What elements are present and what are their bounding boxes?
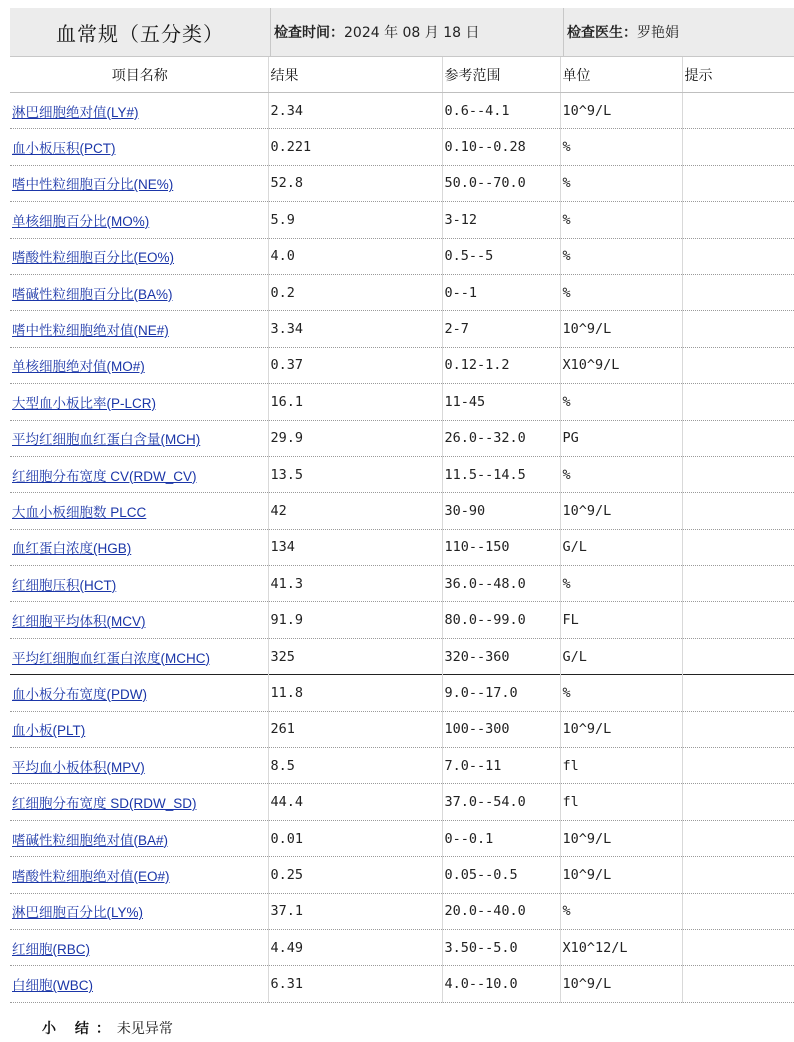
item-hint-cell [682, 274, 794, 310]
item-name-link[interactable]: 嗜酸性粒细胞绝对值(EO#) [12, 868, 170, 884]
item-unit-cell: % [560, 165, 682, 201]
item-name-cell [10, 929, 268, 965]
table-row [10, 675, 794, 711]
results-table [10, 57, 794, 1003]
exam-doctor-label: 检查医生： [567, 25, 637, 41]
item-name-link[interactable]: 红细胞平均体积(MCV) [12, 614, 146, 630]
table-row [10, 566, 794, 602]
item-name-cell [10, 93, 268, 129]
item-name-cell [10, 529, 268, 565]
item-range-cell: 3-12 [442, 202, 560, 238]
item-unit-cell: % [560, 274, 682, 310]
item-range-cell: 80.0--99.0 [442, 602, 560, 638]
item-name-cell [10, 420, 268, 456]
table-row [10, 711, 794, 747]
item-result-cell: 0.37 [268, 347, 442, 383]
item-name-cell [10, 966, 268, 1002]
item-unit-cell: % [560, 384, 682, 420]
item-unit-cell: % [560, 893, 682, 929]
table-row [10, 493, 794, 529]
item-hint-cell [682, 347, 794, 383]
item-name-link[interactable]: 红细胞压积(HCT) [12, 577, 117, 593]
item-range-cell: 0.6--4.1 [442, 93, 560, 129]
item-range-cell: 2-7 [442, 311, 560, 347]
item-unit-cell: % [560, 129, 682, 165]
item-name-link[interactable]: 嗜酸性粒细胞百分比(EO%) [12, 250, 174, 266]
table-row [10, 893, 794, 929]
item-name-cell [10, 711, 268, 747]
item-result-cell: 3.34 [268, 311, 442, 347]
item-result-cell: 325 [268, 638, 442, 674]
item-result-cell: 0.01 [268, 820, 442, 856]
table-header-row [10, 57, 794, 93]
column-header-unit: 单位 [560, 57, 682, 93]
exam-doctor-value: 罗艳娟 [637, 25, 679, 41]
item-unit-cell: 10^9/L [560, 493, 682, 529]
item-hint-cell [682, 929, 794, 965]
item-unit-cell: 10^9/L [560, 820, 682, 856]
column-header-name: 项目名称 [10, 57, 268, 93]
item-range-cell: 7.0--11 [442, 748, 560, 784]
item-unit-cell: % [560, 202, 682, 238]
item-name-link[interactable]: 淋巴细胞百分比(LY%) [12, 905, 144, 921]
item-name-link[interactable]: 红细胞分布宽度 CV(RDW_CV) [12, 468, 197, 484]
item-name-cell [10, 347, 268, 383]
column-header-range: 参考范围 [442, 57, 560, 93]
item-unit-cell: 10^9/L [560, 857, 682, 893]
item-range-cell: 100--300 [442, 711, 560, 747]
item-range-cell: 320--360 [442, 638, 560, 674]
column-header-hint: 提示 [682, 57, 794, 93]
item-range-cell: 20.0--40.0 [442, 893, 560, 929]
item-result-cell: 52.8 [268, 165, 442, 201]
item-result-cell: 8.5 [268, 748, 442, 784]
item-hint-cell [682, 93, 794, 129]
item-result-cell: 134 [268, 529, 442, 565]
item-hint-cell [682, 857, 794, 893]
item-range-cell: 4.0--10.0 [442, 966, 560, 1002]
item-name-link[interactable]: 血小板(PLT) [12, 723, 86, 739]
item-hint-cell [682, 820, 794, 856]
item-unit-cell: X10^9/L [560, 347, 682, 383]
item-result-cell: 0.25 [268, 857, 442, 893]
item-hint-cell [682, 893, 794, 929]
table-row [10, 384, 794, 420]
item-range-cell: 11.5--14.5 [442, 456, 560, 492]
report-title: 血常规（五分类） [56, 21, 224, 46]
table-row [10, 602, 794, 638]
item-unit-cell: FL [560, 602, 682, 638]
table-row [10, 274, 794, 310]
item-unit-cell: 10^9/L [560, 966, 682, 1002]
table-row [10, 129, 794, 165]
report-header [10, 8, 794, 57]
item-result-cell: 4.0 [268, 238, 442, 274]
item-unit-cell: PG [560, 420, 682, 456]
item-hint-cell [682, 566, 794, 602]
item-hint-cell [682, 238, 794, 274]
item-name-cell [10, 493, 268, 529]
item-range-cell: 50.0--70.0 [442, 165, 560, 201]
item-hint-cell [682, 748, 794, 784]
item-range-cell: 37.0--54.0 [442, 784, 560, 820]
table-row [10, 311, 794, 347]
table-row [10, 202, 794, 238]
summary [42, 1018, 173, 1038]
item-range-cell: 0.5--5 [442, 238, 560, 274]
column-header-result: 结果 [268, 57, 442, 93]
item-unit-cell: 10^9/L [560, 711, 682, 747]
item-result-cell: 2.34 [268, 93, 442, 129]
table-row [10, 857, 794, 893]
item-name-link[interactable]: 嗜中性粒细胞百分比(NE%) [12, 177, 174, 193]
item-range-cell: 0.05--0.5 [442, 857, 560, 893]
item-name-link[interactable]: 白细胞(WBC) [12, 978, 93, 994]
item-unit-cell: fl [560, 784, 682, 820]
item-range-cell: 0.12-1.2 [442, 347, 560, 383]
item-range-cell: 36.0--48.0 [442, 566, 560, 602]
item-range-cell: 11-45 [442, 384, 560, 420]
item-result-cell: 42 [268, 493, 442, 529]
item-result-cell: 4.49 [268, 929, 442, 965]
item-name-cell [10, 820, 268, 856]
results-body [10, 93, 794, 1003]
item-result-cell: 37.1 [268, 893, 442, 929]
item-name-link[interactable]: 平均红细胞血红蛋白含量(MCH) [12, 432, 201, 448]
item-name-link[interactable]: 嗜碱性粒细胞百分比(BA%) [12, 286, 173, 302]
item-name-link[interactable]: 嗜中性粒细胞绝对值(NE#) [12, 323, 169, 339]
item-hint-cell [682, 529, 794, 565]
table-row [10, 238, 794, 274]
summary-label: 小 结： [42, 1021, 117, 1037]
item-unit-cell: 10^9/L [560, 311, 682, 347]
summary-text: 未见异常 [116, 1021, 173, 1037]
item-result-cell: 0.221 [268, 129, 442, 165]
item-range-cell: 0--0.1 [442, 820, 560, 856]
item-unit-cell: X10^12/L [560, 929, 682, 965]
exam-time-label: 检查时间： [274, 25, 344, 41]
table-row [10, 420, 794, 456]
item-unit-cell: % [560, 675, 682, 711]
item-range-cell: 0.10--0.28 [442, 129, 560, 165]
item-name-link[interactable]: 平均红细胞血红蛋白浓度(MCHC) [12, 650, 210, 666]
table-row [10, 347, 794, 383]
item-name-link[interactable]: 大血小板细胞数 PLCC [12, 504, 147, 520]
item-name-cell [10, 748, 268, 784]
item-unit-cell: % [560, 566, 682, 602]
item-range-cell: 30-90 [442, 493, 560, 529]
item-name-link[interactable]: 单核细胞绝对值(MO#) [12, 359, 145, 375]
item-hint-cell [682, 129, 794, 165]
item-hint-cell [682, 602, 794, 638]
item-hint-cell [682, 638, 794, 674]
item-name-cell [10, 165, 268, 201]
item-name-cell [10, 129, 268, 165]
item-range-cell: 9.0--17.0 [442, 675, 560, 711]
item-name-cell [10, 638, 268, 674]
item-name-link[interactable]: 单核细胞百分比(MO%) [12, 213, 150, 229]
table-row [10, 784, 794, 820]
item-unit-cell: G/L [560, 529, 682, 565]
item-name-link[interactable]: 平均血小板体积(MPV) [12, 759, 145, 775]
item-name-cell [10, 675, 268, 711]
item-result-cell: 13.5 [268, 456, 442, 492]
item-name-cell [10, 456, 268, 492]
item-hint-cell [682, 493, 794, 529]
item-unit-cell: % [560, 238, 682, 274]
item-name-cell [10, 566, 268, 602]
item-name-cell [10, 238, 268, 274]
item-result-cell: 6.31 [268, 966, 442, 1002]
item-result-cell: 261 [268, 711, 442, 747]
exam-time [270, 8, 563, 56]
item-hint-cell [682, 784, 794, 820]
table-row [10, 456, 794, 492]
item-unit-cell: % [560, 456, 682, 492]
table-row [10, 529, 794, 565]
item-unit-cell: G/L [560, 638, 682, 674]
item-name-cell [10, 384, 268, 420]
item-name-cell [10, 202, 268, 238]
item-result-cell: 0.2 [268, 274, 442, 310]
table-row [10, 820, 794, 856]
item-name-link[interactable]: 大型血小板比率(P-LCR) [12, 395, 156, 411]
item-range-cell: 110--150 [442, 529, 560, 565]
item-result-cell: 29.9 [268, 420, 442, 456]
exam-time-value: 2024 年 08 月 18 日 [344, 25, 480, 41]
item-hint-cell [682, 311, 794, 347]
item-hint-cell [682, 456, 794, 492]
table-row [10, 93, 794, 129]
item-result-cell: 91.9 [268, 602, 442, 638]
item-name-cell [10, 857, 268, 893]
item-name-cell [10, 893, 268, 929]
item-name-cell [10, 602, 268, 638]
item-unit-cell: fl [560, 748, 682, 784]
item-name-link[interactable]: 血小板压积(PCT) [12, 141, 116, 157]
item-result-cell: 16.1 [268, 384, 442, 420]
item-name-link[interactable]: 淋巴细胞绝对值(LY#) [12, 104, 139, 120]
item-range-cell: 26.0--32.0 [442, 420, 560, 456]
item-name-cell [10, 784, 268, 820]
item-name-link[interactable]: 血红蛋白浓度(HGB) [12, 541, 132, 557]
table-row [10, 929, 794, 965]
item-name-link[interactable]: 红细胞(RBC) [12, 941, 90, 957]
item-name-link[interactable]: 嗜碱性粒细胞绝对值(BA#) [12, 832, 169, 848]
item-hint-cell [682, 966, 794, 1002]
item-range-cell: 0--1 [442, 274, 560, 310]
item-range-cell: 3.50--5.0 [442, 929, 560, 965]
item-name-link[interactable]: 红细胞分布宽度 SD(RDW_SD) [12, 796, 197, 812]
item-hint-cell [682, 711, 794, 747]
item-unit-cell: 10^9/L [560, 93, 682, 129]
item-hint-cell [682, 202, 794, 238]
item-result-cell: 5.9 [268, 202, 442, 238]
exam-doctor [563, 8, 794, 56]
item-name-cell [10, 311, 268, 347]
item-name-link[interactable]: 血小板分布宽度(PDW) [12, 686, 147, 702]
table-row [10, 966, 794, 1002]
table-row [10, 748, 794, 784]
table-row [10, 165, 794, 201]
item-hint-cell [682, 420, 794, 456]
item-result-cell: 41.3 [268, 566, 442, 602]
item-hint-cell [682, 384, 794, 420]
item-name-cell [10, 274, 268, 310]
item-hint-cell [682, 675, 794, 711]
item-result-cell: 11.8 [268, 675, 442, 711]
item-result-cell: 44.4 [268, 784, 442, 820]
table-row [10, 638, 794, 674]
item-hint-cell [682, 165, 794, 201]
